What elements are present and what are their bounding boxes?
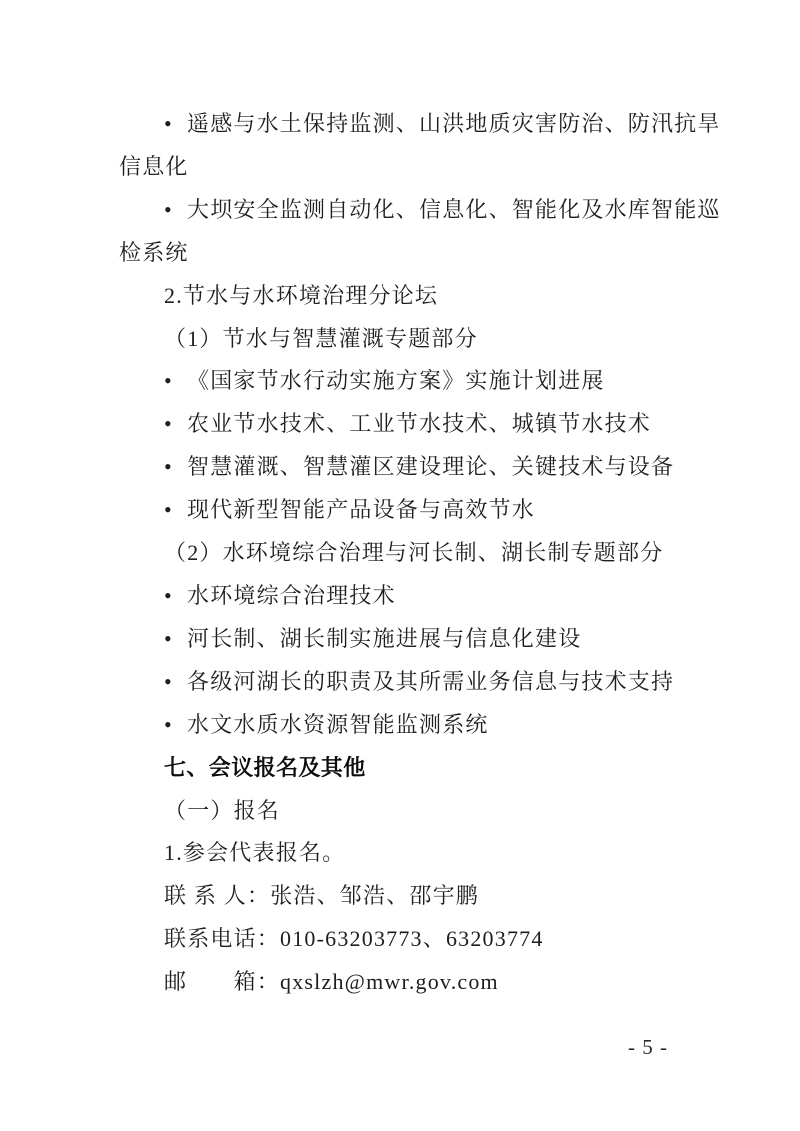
page-number: - 5 - [628, 1035, 668, 1059]
line-text: 农业节水技术、工业节水技术、城镇节水技术 [187, 411, 652, 437]
line-text: 七、会议报名及其他 [164, 754, 366, 780]
contact-email-line-label: 邮 箱： [164, 969, 281, 995]
contact-person-line-label: 联 系 人： [164, 883, 271, 909]
bullet-marker-icon: • [164, 411, 173, 437]
line-text: 1.参会代表报名。 [164, 840, 346, 866]
line-text: 信息化 [119, 153, 189, 179]
line-text: 大坝安全监测自动化、信息化、智能化及水库智能巡 [187, 196, 721, 222]
line-text: 河长制、湖长制实施进展与信息化建设 [187, 625, 582, 651]
line-text: 现代新型智能产品设备与高效节水 [187, 497, 536, 523]
bullet-item-water-saving-tech [119, 403, 719, 446]
bullet-item-river-chief [119, 618, 719, 661]
bullet-item-hydrology-monitoring [119, 704, 719, 747]
bullet-marker-icon: • [164, 711, 173, 737]
contact-person-line-value: 张浩、邹浩、邵宇鹏 [270, 883, 480, 909]
bullet-item-national-plan [119, 360, 719, 403]
sub-heading-registration [119, 790, 719, 833]
bullet-marker-icon: • [164, 497, 173, 523]
bullet-item-dam-safety-wrap [119, 232, 719, 275]
bullet-marker-icon: • [164, 582, 173, 608]
contact-phone-line-value: 010-63203773、63203774 [280, 926, 544, 952]
numbered-item-delegate-registration [119, 832, 719, 875]
numbered-item-subforum-2 [119, 275, 719, 318]
document-lines [119, 103, 719, 1004]
line-text: 遥感与水土保持监测、山洪地质灾害防治、防汛抗旱 [187, 111, 721, 136]
contact-email-line-value: qxslzh@mwr.gov.com [280, 969, 499, 995]
line-text: （2）水环境综合治理与河长制、湖长制专题部分 [164, 540, 664, 566]
line-text: 2.节水与水环境治理分论坛 [164, 282, 439, 308]
bullet-item-water-env-governance [119, 575, 719, 618]
line-text: 各级河湖长的职责及其所需业务信息与技术支持 [187, 668, 675, 694]
contact-person-line [119, 875, 719, 918]
line-text: 智慧灌溉、智慧灌区建设理论、关键技术与设备 [187, 454, 675, 480]
bullet-item-smart-products [119, 489, 719, 532]
bullet-marker-icon: • [164, 196, 173, 222]
line-text: 检系统 [119, 239, 189, 265]
contact-phone-line-label: 联系电话： [164, 926, 281, 952]
contact-email-line [119, 961, 719, 1004]
bullet-marker-icon: • [164, 454, 173, 480]
bullet-marker-icon: • [164, 668, 173, 694]
bullet-item-river-chief-duties [119, 661, 719, 704]
sub-section-2-title [119, 532, 719, 575]
section-heading-7 [119, 747, 719, 790]
bullet-marker-icon: • [164, 368, 173, 394]
sub-section-1-title [119, 318, 719, 361]
bullet-item-remote-sensing-wrap [119, 146, 719, 189]
line-text: 《国家节水行动实施方案》实施计划进展 [187, 368, 605, 394]
bullet-item-remote-sensing [119, 103, 719, 146]
bullet-marker-icon: • [164, 111, 173, 136]
bullet-item-dam-safety [119, 189, 719, 232]
line-text: 水环境综合治理技术 [187, 582, 396, 608]
bullet-item-smart-irrigation [119, 446, 719, 489]
contact-phone-line [119, 918, 719, 961]
bullet-marker-icon: • [164, 625, 173, 651]
line-text: 水文水质水资源智能监测系统 [187, 711, 489, 737]
line-text: （1）节水与智慧灌溉专题部分 [164, 325, 478, 351]
line-text: （一）报名 [164, 797, 281, 823]
